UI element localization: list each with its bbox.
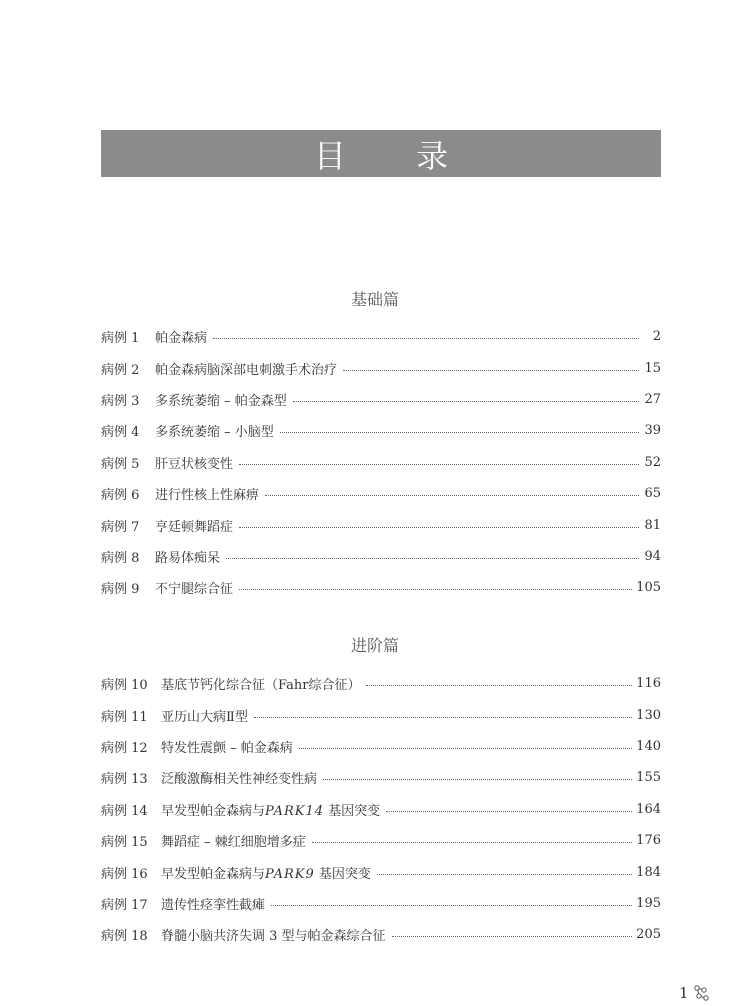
toc-entry[interactable] [101,794,661,825]
dot-leader [254,717,632,718]
case-label: 病例 9 [101,582,140,598]
toc-entry[interactable] [101,572,661,603]
entry-title: 路易体痴呆 [155,550,221,566]
page-number: 39 [644,423,661,439]
dot-leader [226,558,639,559]
entry-title-pre: 早发型帕金森病与 [161,866,266,882]
section-title-advanced: 进阶篇 [350,636,399,655]
page-number: 116 [636,676,661,692]
entry-title: 进行性核上性麻痹 [155,488,260,504]
page-number: 155 [636,770,661,786]
toc-entry[interactable] [101,856,661,887]
entry-title: 基底节钙化综合征（Fahr综合征） [161,678,361,694]
toc-entry[interactable] [101,888,661,919]
entry-title: 亨廷顿舞蹈症 [155,519,234,535]
page-number: 81 [644,517,661,533]
toc-entry[interactable] [101,825,661,856]
page-number: 27 [644,391,661,407]
toc-section-advanced [101,668,661,951]
dot-leader [299,748,632,749]
molecule-icon [692,984,710,1002]
page-number: 105 [636,580,661,596]
case-label: 病例 13 [101,772,148,788]
entry-title-post: 基因突变 [328,803,381,819]
page-number: 205 [636,927,661,943]
case-label: 病例 5 [101,456,140,472]
toc-section-basic [101,321,661,604]
dot-leader [386,811,632,812]
gene-name: PARK14 [265,803,324,819]
case-label: 病例 18 [101,929,148,945]
section-title-basic: 基础篇 [350,290,399,309]
toc-entry[interactable] [101,321,661,352]
footer-page-number: 1 [679,984,689,1002]
entry-title: 帕金森病 [155,331,208,347]
case-label: 病例 6 [101,488,140,504]
dot-leader [312,842,632,843]
case-label: 病例 8 [101,550,140,566]
entry-title: 舞蹈症 – 棘红细胞增多症 [161,835,306,851]
dot-leader [239,589,632,590]
entry-title [161,800,386,819]
case-label: 病例 17 [101,897,148,913]
entry-title [161,863,377,882]
toc-entry[interactable] [101,731,661,762]
case-label: 病例 4 [101,425,140,441]
page-number: 94 [644,548,661,564]
dot-leader [265,495,639,496]
toc-entry[interactable] [101,919,661,950]
page-number: 140 [636,738,661,754]
entry-title: 泛酸激酶相关性神经变性病 [161,772,318,788]
entry-title: 肝豆状核变性 [155,456,234,472]
dot-leader [239,527,639,528]
toc-entry[interactable] [101,415,661,446]
entry-title: 多系统萎缩 – 小脑型 [155,425,274,441]
toc-entry[interactable] [101,668,661,699]
entry-title: 亚历山大病Ⅱ型 [161,709,248,725]
toc-entry[interactable] [101,352,661,383]
page-number: 195 [636,895,661,911]
entry-title-pre: 早发型帕金森病与 [161,803,266,819]
entry-title: 遗传性痉挛性截瘫 [161,897,266,913]
entry-title: 特发性震颤 – 帕金森病 [161,740,293,756]
entry-title: 不宁腿综合征 [155,582,234,598]
page-number: 15 [644,360,661,376]
page-title: 目 录 [313,136,479,175]
dot-leader [213,338,639,339]
page-number: 130 [636,707,661,723]
gene-name: PARK9 [265,866,315,882]
dot-leader [280,432,639,433]
dot-leader [343,370,639,371]
case-label: 病例 12 [101,740,148,756]
entry-title: 帕金森病脑深部电刺激手术治疗 [155,362,338,378]
entry-title: 脊髓小脑共济失调 3 型与帕金森综合征 [161,929,386,945]
page-number: 2 [652,329,661,345]
case-label: 病例 3 [101,393,140,409]
case-label: 病例 7 [101,519,140,535]
dot-leader [323,779,632,780]
case-label: 病例 16 [101,866,148,882]
case-label: 病例 11 [101,709,148,725]
case-label: 病例 2 [101,362,140,378]
dot-leader [293,401,639,402]
case-label: 病例 10 [101,678,148,694]
dot-leader [392,936,633,937]
toc-entry[interactable] [101,699,661,730]
dot-leader [239,464,639,465]
dot-leader [377,874,632,875]
case-label: 病例 1 [101,331,140,347]
dot-leader [366,685,632,686]
case-label: 病例 14 [101,803,148,819]
toc-entry[interactable] [101,541,661,572]
title-banner [101,130,661,177]
entry-title-post: 基因突变 [318,866,371,882]
case-label: 病例 15 [101,835,148,851]
dot-leader [271,905,632,906]
page-number: 164 [636,801,661,817]
page-number: 52 [644,454,661,470]
page-number: 176 [636,833,661,849]
entry-title: 多系统萎缩 – 帕金森型 [155,393,287,409]
page-number: 184 [636,864,661,880]
page-number: 65 [644,486,661,502]
toc-entry[interactable] [101,447,661,478]
toc-entry[interactable] [101,762,661,793]
toc-entry[interactable] [101,384,661,415]
toc-entry[interactable] [101,509,661,540]
toc-entry[interactable] [101,478,661,509]
